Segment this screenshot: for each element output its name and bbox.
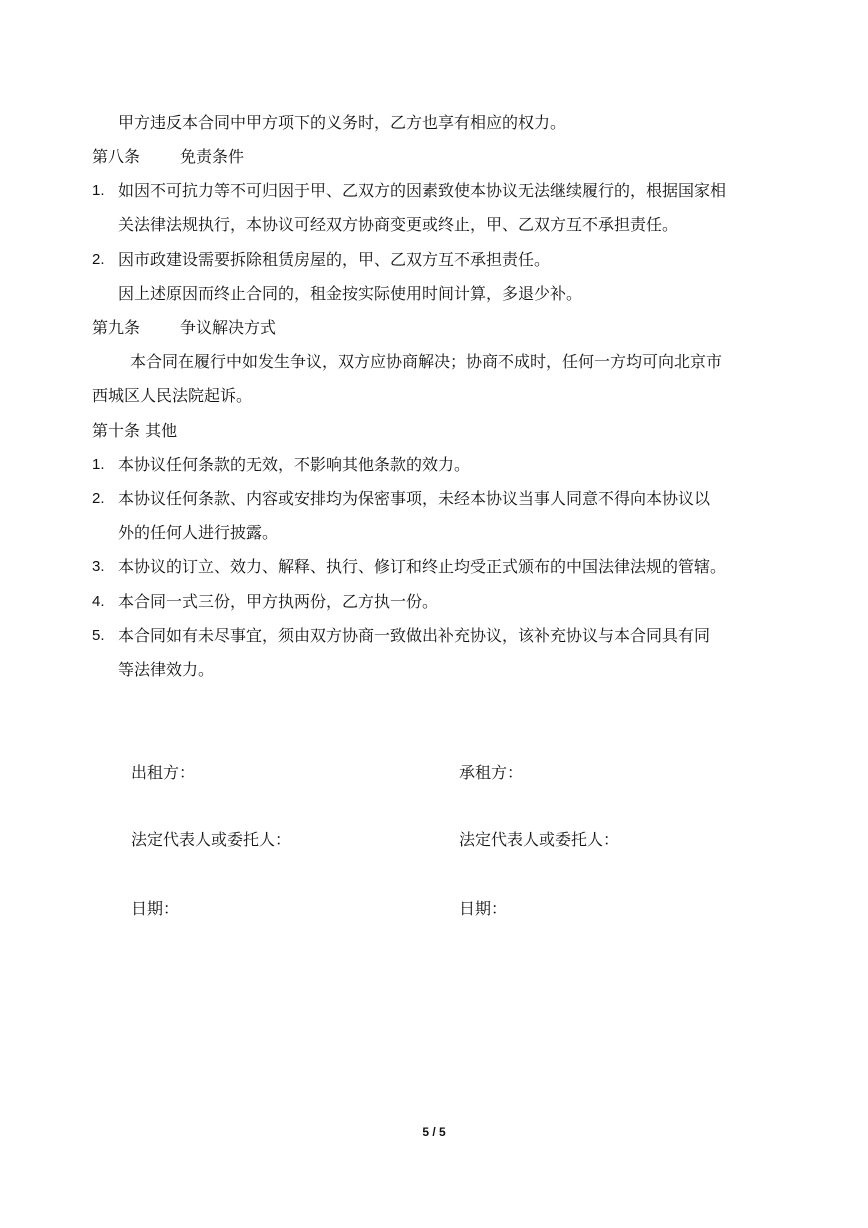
article10-item5-line1: 本合同如有未尽事宜，须由双方协商一致做出补充协议，该补充协议与本合同具有同 (118, 626, 711, 645)
article10-item2-line2: 外的任何人进行披露。 (118, 523, 279, 542)
article8-heading-title: 免责条件 (180, 147, 245, 166)
article10-item3-num: 3. (92, 558, 105, 575)
article8-note: 因上述原因而终止合同的，租金按实际使用时间计算，多退少补。 (118, 284, 583, 303)
lessor-label: 出租方： (131, 763, 196, 782)
rep-left-label: 法定代表人或委托人： (131, 830, 292, 849)
article8-item1-line2: 关法律法规执行，本协议可经双方协商变更或终止，甲、乙双方互不承担责任。 (118, 215, 679, 234)
article10-item2-line1: 本协议任何条款、内容或安排均为保密事项，未经本协议当事人同意不得向本协议以 (118, 489, 711, 508)
article8-item2-num: 2. (92, 251, 105, 268)
article9-line2: 西城区人民法院起诉。 (92, 386, 253, 405)
lessee-label: 承租方： (459, 763, 524, 782)
article9-heading-num: 第九条 (92, 318, 141, 337)
article9-heading (92, 318, 276, 338)
article10-item2-num: 2. (92, 490, 105, 507)
article8-item1-line1: 如因不可抗力等不可归因于甲、乙双方的因素致使本协议无法继续履行的，根据国家相 (118, 181, 727, 200)
article10-item5-line2: 等法律效力。 (118, 660, 215, 679)
article10-item1-line1: 本协议任何条款的无效，不影响其他条款的效力。 (118, 455, 471, 474)
article8-heading (92, 147, 244, 167)
article9-line1: 本合同在履行中如发生争议，双方应协商解决；协商不成时，任何一方均可向北京市 (130, 352, 723, 371)
article8-item1-num: 1. (92, 182, 105, 199)
article8-item2-line1: 因市政建设需要拆除租赁房屋的，甲、乙双方互不承担责任。 (118, 250, 551, 269)
article10-item1-num: 1. (92, 456, 105, 473)
article10-item3-line1: 本协议的订立、效力、解释、执行、修订和终止均受正式颁布的中国法律法规的管辖。 (118, 557, 727, 576)
page-number: 5 / 5 (422, 1125, 446, 1139)
article7-tail: 甲方违反本合同中甲方项下的义务时，乙方也享有相应的权力。 (118, 113, 567, 132)
date-left-label: 日期： (131, 899, 180, 918)
date-right-label: 日期： (459, 899, 508, 918)
article9-heading-title: 争议解决方式 (180, 318, 277, 337)
article10-item5-num: 5. (92, 627, 105, 644)
article10-item4-line1: 本合同一式三份，甲方执两份，乙方执一份。 (118, 592, 439, 611)
rep-right-label: 法定代表人或委托人： (459, 830, 620, 849)
article10-heading: 第十条 其他 (92, 421, 178, 440)
article10-item4-num: 4. (92, 593, 105, 610)
article8-heading-num: 第八条 (92, 147, 141, 166)
